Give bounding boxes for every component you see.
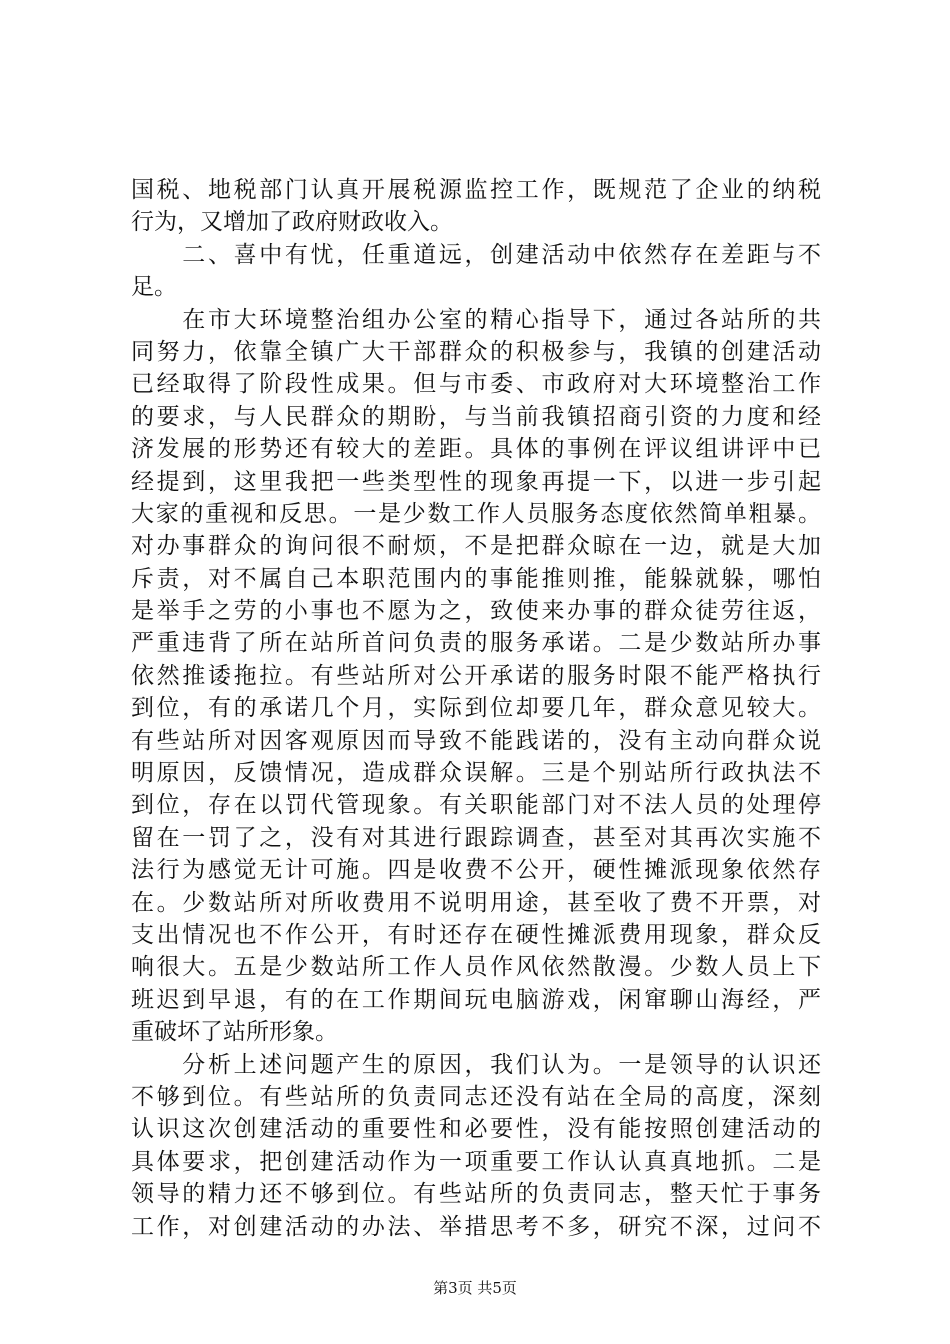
text-line: 明原因，反馈情况，造成群众误解。三是个别站所行政执法不 bbox=[131, 760, 821, 787]
text-line: 在。少数站所对所收费用不说明用途，甚至收了费不开票，对 bbox=[131, 889, 821, 916]
text-line: 支出情况也不作公开，有时还存在硬性摊派费用现象，群众反 bbox=[131, 921, 821, 948]
text-line: 不够到位。有些站所的负责同志还没有站在全局的高度，深刻 bbox=[131, 1083, 821, 1110]
text-line: 对办事群众的询问很不耐烦，不是把群众晾在一边，就是大加 bbox=[131, 533, 821, 560]
text-line: 济发展的形势还有较大的差距。具体的事例在评议组讲评中已 bbox=[131, 436, 821, 463]
text-line: 工作，对创建活动的办法、举措思考不多，研究不深，过问不 bbox=[131, 1213, 821, 1240]
text-line: 国税、地税部门认真开展税源监控工作，既规范了企业的纳税 bbox=[131, 177, 821, 203]
text-line: 足。 bbox=[131, 274, 177, 301]
text-line: 的要求，与人民群众的期盼，与当前我镇招商引资的力度和经 bbox=[131, 403, 821, 430]
text-line: 班迟到早退，有的在工作期间玩电脑游戏，闲窜聊山海经，严 bbox=[131, 986, 821, 1013]
text-line: 法行为感觉无计可施。四是收费不公开，硬性摊派现象依然存 bbox=[131, 857, 821, 884]
text-line: 二、喜中有忧，任重道远，创建活动中依然存在差距与不 bbox=[131, 241, 821, 268]
text-line: 分析上述问题产生的原因，我们认为。一是领导的认识还 bbox=[131, 1051, 821, 1078]
page-number-footer: 第3页 共5页 bbox=[433, 1279, 517, 1297]
text-line: 响很大。五是少数站所工作人员作风依然散漫。少数人员上下 bbox=[131, 954, 821, 981]
text-line: 依然推诿拖拉。有些站所对公开承诺的服务时限不能严格执行 bbox=[131, 662, 821, 689]
text-line: 认识这次创建活动的重要性和必要性，没有能按照创建活动的 bbox=[131, 1116, 821, 1143]
text-line: 具体要求，把创建活动作为一项重要工作认认真真地抓。二是 bbox=[131, 1148, 821, 1175]
text-line: 行为，又增加了政府财政收入。 bbox=[131, 209, 453, 236]
text-line: 严重违背了所在站所首问负责的服务承诺。二是少数站所办事 bbox=[131, 630, 821, 657]
document-body bbox=[131, 174, 821, 1243]
text-line: 斥责，对不属自己本职范围内的事能推则推，能躲就躲，哪怕 bbox=[131, 565, 821, 592]
text-line: 到位，存在以罚代管现象。有关职能部门对不法人员的处理停 bbox=[131, 792, 821, 819]
text-line: 大家的重视和反思。一是少数工作人员服务态度依然简单粗暴。 bbox=[131, 500, 821, 527]
text-line: 重破坏了站所形象。 bbox=[131, 1019, 338, 1046]
text-line: 在市大环境整治组办公室的精心指导下，通过各站所的共 bbox=[131, 306, 821, 333]
text-line: 有些站所对因客观原因而导致不能践诺的，没有主动向群众说 bbox=[131, 727, 821, 754]
text-line: 已经取得了阶段性成果。但与市委、市政府对大环境整治工作 bbox=[131, 371, 821, 398]
text-line: 领导的精力还不够到位。有些站所的负责同志，整天忙于事务 bbox=[131, 1181, 821, 1208]
text-line: 经提到，这里我把一些类型性的现象再提一下，以进一步引起 bbox=[131, 468, 821, 495]
text-line: 到位，有的承诺几个月，实际到位却要几年，群众意见较大。 bbox=[131, 695, 821, 722]
text-line: 留在一罚了之，没有对其进行跟踪调查，甚至对其再次实施不 bbox=[131, 824, 821, 851]
text-line: 是举手之劳的小事也不愿为之，致使来办事的群众徒劳往返， bbox=[131, 598, 821, 625]
text-line: 同努力，依靠全镇广大干部群众的积极参与，我镇的创建活动 bbox=[131, 338, 821, 365]
